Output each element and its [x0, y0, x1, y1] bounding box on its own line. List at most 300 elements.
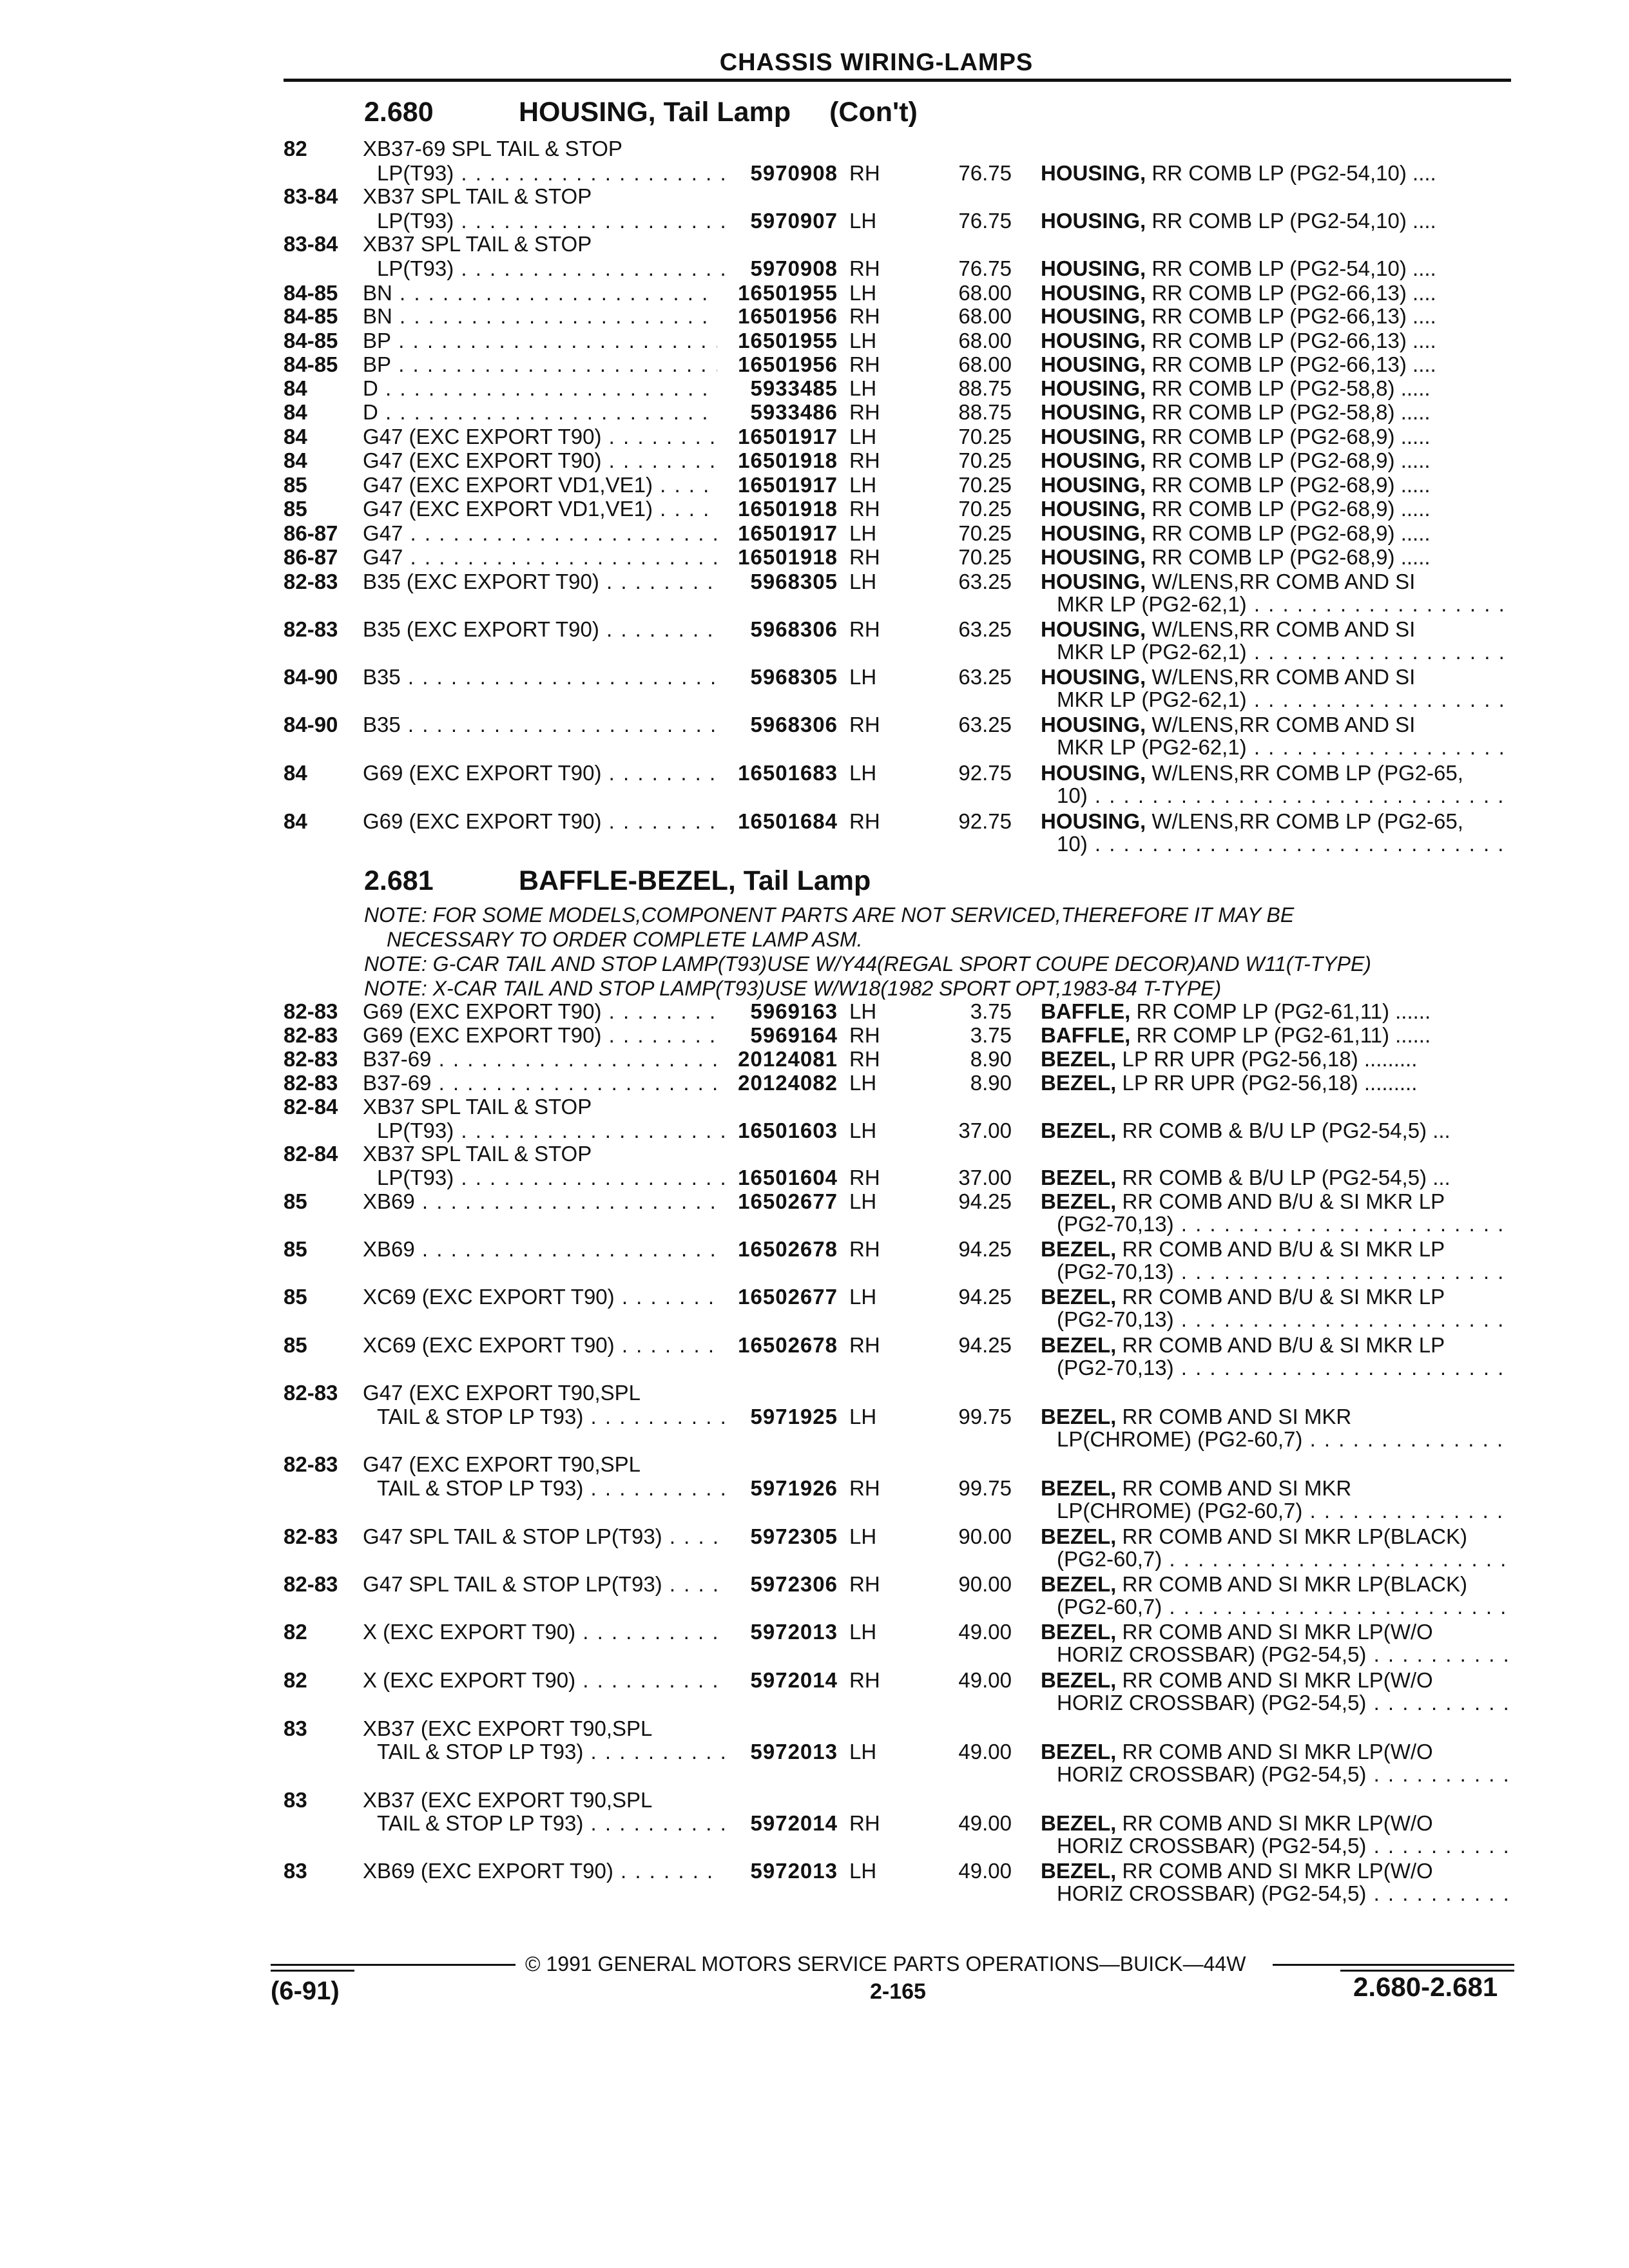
body-description: LP(T93) . . .: [377, 161, 731, 186]
model-year: 82-84: [284, 1095, 338, 1119]
side-indicator: LH: [849, 376, 877, 400]
model-year: 84-85: [284, 281, 338, 305]
side-indicator: LH: [849, 1740, 877, 1763]
body-description: D . . .: [363, 400, 717, 425]
part-description: [1041, 497, 1431, 521]
part-name: HOUSING,: [1041, 329, 1146, 352]
part-number: 16501956: [738, 304, 838, 328]
part-detail: RR COMB AND SI MKR LP(W/O: [1116, 1859, 1433, 1883]
footer-rule: [271, 1964, 516, 1966]
part-name: BEZEL,: [1041, 1405, 1117, 1428]
body-description: G47 (EXC EXPORT T90) . . .: [363, 425, 717, 449]
body-description: G47 (EXC EXPORT T90) . . .: [363, 448, 717, 473]
price: 49.00: [958, 1811, 1012, 1835]
model-year: 82-83: [284, 1572, 338, 1596]
body-description: G47 . . .: [363, 521, 717, 546]
body-description: TAIL & STOP LP T93) . . .: [377, 1405, 731, 1429]
body-description: X (EXC EXPORT T90) . . .: [363, 1668, 717, 1693]
part-number: 5971925: [750, 1405, 838, 1428]
model-year: 84: [284, 809, 307, 833]
part-name: HOUSING,: [1041, 448, 1146, 472]
part-number: 5972014: [750, 1811, 838, 1835]
part-name: HOUSING,: [1041, 761, 1146, 785]
part-name: BEZEL,: [1041, 1524, 1117, 1548]
part-name: HOUSING,: [1041, 521, 1146, 545]
model-year: 86-87: [284, 545, 338, 569]
price: 88.75: [958, 376, 1012, 400]
part-detail: RR COMB AND SI MKR LP(W/O: [1116, 1740, 1433, 1763]
model-year: 83: [284, 1859, 307, 1883]
part-detail: RR COMB LP (PG2-68,9) .....: [1146, 521, 1431, 545]
section-name: HOUSING, Tail Lamp: [519, 97, 791, 128]
part-name: BEZEL,: [1041, 1189, 1117, 1213]
body-description: B35 (EXC EXPORT T90) . . .: [363, 617, 717, 642]
footer-rule: [1273, 1964, 1514, 1966]
part-name: HOUSING,: [1041, 376, 1146, 400]
model-year: 82-83: [284, 999, 338, 1023]
side-indicator: RH: [849, 1811, 880, 1835]
part-description: [1041, 999, 1431, 1024]
body-description: XB37 SPL TAIL & STOP: [363, 1142, 592, 1166]
part-description: [1041, 209, 1436, 233]
body-description: XC69 (EXC EXPORT T90) . . .: [363, 1333, 717, 1358]
part-detail-continued: HORIZ CROSSBAR) (PG2-54,5) . . .: [1057, 1762, 1508, 1787]
part-detail-continued: 10) . . .: [1057, 832, 1508, 856]
part-number: 5968305: [750, 665, 838, 689]
page-header-title: CHASSIS WIRING-LAMPS: [719, 49, 1034, 76]
part-detail: W/LENS,RR COMB AND SI: [1146, 713, 1416, 736]
price: 70.25: [958, 473, 1012, 497]
part-description: [1041, 713, 1415, 737]
side-indicator: LH: [849, 1524, 877, 1548]
price: 99.75: [958, 1476, 1012, 1500]
part-description: [1041, 473, 1431, 497]
part-number: 16501917: [738, 521, 838, 545]
part-description: [1041, 1524, 1467, 1549]
part-detail: RR COMB AND SI MKR LP(BLACK): [1116, 1572, 1467, 1596]
part-name: HOUSING,: [1041, 281, 1146, 305]
part-detail: RR COMP LP (PG2-61,11) ......: [1130, 1023, 1431, 1047]
part-number: 5969164: [750, 1023, 838, 1047]
model-year: 82-83: [284, 570, 338, 593]
part-name: BEZEL,: [1041, 1166, 1117, 1189]
body-description: LP(T93) . . .: [377, 256, 731, 281]
price: 49.00: [958, 1620, 1012, 1644]
part-name: HOUSING,: [1041, 570, 1146, 593]
part-description: [1041, 1119, 1451, 1143]
model-year: 84: [284, 376, 307, 400]
body-description: XB37 (EXC EXPORT T90,SPL: [363, 1788, 653, 1812]
part-name: BEZEL,: [1041, 1859, 1117, 1883]
model-year: 85: [284, 473, 307, 497]
side-indicator: RH: [849, 617, 880, 641]
body-description: B35 . . .: [363, 713, 717, 737]
part-name: BEZEL,: [1041, 1668, 1117, 1692]
price: 68.00: [958, 329, 1012, 352]
part-description: [1041, 1189, 1445, 1214]
part-description: [1041, 304, 1436, 329]
footer-rule: [271, 1970, 354, 1972]
body-description: LP(T93) . . .: [377, 1166, 731, 1190]
part-number: 5933485: [750, 376, 838, 400]
part-detail-continued: LP(CHROME) (PG2-60,7) . . .: [1057, 1427, 1508, 1452]
part-name: HOUSING,: [1041, 809, 1146, 833]
body-description: XB69 (EXC EXPORT T90) . . .: [363, 1859, 717, 1883]
model-year: 82-83: [284, 1047, 338, 1071]
body-description: X (EXC EXPORT T90) . . .: [363, 1620, 717, 1644]
body-description: TAIL & STOP LP T93) . . .: [377, 1476, 731, 1501]
part-name: BEZEL,: [1041, 1071, 1117, 1095]
side-indicator: LH: [849, 1405, 877, 1428]
price: 76.75: [958, 256, 1012, 280]
part-description: [1041, 1740, 1433, 1764]
part-number: 5968306: [750, 713, 838, 736]
part-description: [1041, 1476, 1351, 1501]
model-year: 82-83: [284, 1071, 338, 1095]
price: 63.25: [958, 713, 1012, 736]
side-indicator: RH: [849, 352, 880, 376]
part-name: HOUSING,: [1041, 473, 1146, 497]
part-detail-continued: MKR LP (PG2-62,1) . . .: [1057, 735, 1508, 760]
body-description: G47 SPL TAIL & STOP LP(T93) . . .: [363, 1524, 717, 1549]
part-detail: RR COMB LP (PG2-68,9) .....: [1146, 473, 1431, 497]
price: 94.25: [958, 1285, 1012, 1309]
part-description: [1041, 281, 1436, 305]
part-detail-continued: (PG2-70,13) . . .: [1057, 1307, 1508, 1332]
part-detail: RR COMB AND B/U & SI MKR LP: [1116, 1189, 1445, 1213]
part-detail: RR COMB LP (PG2-58,8) .....: [1146, 376, 1431, 400]
model-year: 84: [284, 448, 307, 472]
part-detail: LP RR UPR (PG2-56,18) .........: [1116, 1047, 1418, 1071]
part-name: HOUSING,: [1041, 161, 1146, 185]
part-detail: RR COMB AND SI MKR LP(W/O: [1116, 1620, 1433, 1644]
part-detail: RR COMB LP (PG2-54,10) ....: [1146, 161, 1436, 185]
body-description: TAIL & STOP LP T93) . . .: [377, 1740, 731, 1764]
body-description: G47 (EXC EXPORT VD1,VE1) . . .: [363, 473, 717, 497]
part-description: [1041, 352, 1436, 377]
part-name: HOUSING,: [1041, 425, 1146, 448]
side-indicator: RH: [849, 1333, 880, 1357]
part-description: [1041, 1071, 1417, 1095]
part-detail-continued: (PG2-70,13) . . .: [1057, 1356, 1508, 1380]
part-name: BEZEL,: [1041, 1119, 1117, 1142]
model-year: 82-83: [284, 1023, 338, 1047]
price: 3.75: [970, 999, 1012, 1023]
part-name: BEZEL,: [1041, 1476, 1117, 1500]
body-description: XC69 (EXC EXPORT T90) . . .: [363, 1285, 717, 1309]
part-number: 5972013: [750, 1620, 838, 1644]
part-detail: RR COMB LP (PG2-66,13) ....: [1146, 281, 1436, 305]
part-description: [1041, 570, 1415, 594]
price: 99.75: [958, 1405, 1012, 1428]
side-indicator: LH: [849, 570, 877, 593]
body-description: B35 (EXC EXPORT T90) . . .: [363, 570, 717, 594]
side-indicator: RH: [849, 809, 880, 833]
model-year: 84: [284, 400, 307, 424]
model-year: 84-90: [284, 713, 338, 736]
section-title: [364, 97, 918, 128]
part-description: [1041, 256, 1436, 281]
body-description: G47 (EXC EXPORT VD1,VE1) . . .: [363, 497, 717, 521]
model-year: 84-85: [284, 352, 338, 376]
model-year: 82: [284, 1668, 307, 1692]
price: 76.75: [958, 209, 1012, 233]
part-detail-continued: (PG2-60,7) . . .: [1057, 1595, 1508, 1619]
price: 94.25: [958, 1237, 1012, 1261]
body-description: B37-69 . . .: [363, 1047, 717, 1072]
part-name: HOUSING,: [1041, 304, 1146, 328]
body-description: G47 SPL TAIL & STOP LP(T93) . . .: [363, 1572, 717, 1597]
part-description: [1041, 161, 1436, 186]
part-number: 5969163: [750, 999, 838, 1023]
price: 68.00: [958, 352, 1012, 376]
section-number: 2.681: [364, 865, 434, 896]
model-year: 84: [284, 761, 307, 785]
model-year: 82: [284, 137, 307, 160]
side-indicator: RH: [849, 497, 880, 521]
part-detail: RR COMB AND SI MKR LP(W/O: [1116, 1811, 1433, 1835]
price: 70.25: [958, 448, 1012, 472]
model-year: 84-85: [284, 329, 338, 352]
body-description: XB69 . . .: [363, 1189, 717, 1214]
body-description: BP . . .: [363, 329, 717, 353]
part-description: [1041, 1859, 1433, 1883]
price: 88.75: [958, 400, 1012, 424]
part-detail: RR COMB LP (PG2-54,10) ....: [1146, 256, 1436, 280]
body-description: BN . . .: [363, 281, 717, 305]
part-detail-continued: LP(CHROME) (PG2-60,7) . . .: [1057, 1499, 1508, 1523]
part-description: [1041, 1166, 1451, 1190]
model-year: 82-83: [284, 1524, 338, 1548]
side-indicator: LH: [849, 1071, 877, 1095]
side-indicator: LH: [849, 1859, 877, 1883]
part-number: 16502677: [738, 1285, 838, 1309]
body-description: G69 (EXC EXPORT T90) . . .: [363, 999, 717, 1024]
price: 37.00: [958, 1119, 1012, 1142]
part-number: 5971926: [750, 1476, 838, 1500]
model-year: 85: [284, 1189, 307, 1213]
part-number: 5968305: [750, 570, 838, 593]
part-detail-continued: 10) . . .: [1057, 783, 1508, 808]
body-description: XB37 (EXC EXPORT T90,SPL: [363, 1716, 653, 1740]
part-detail: RR COMB AND SI MKR LP(BLACK): [1116, 1524, 1467, 1548]
side-indicator: RH: [849, 1023, 880, 1047]
section-title: [364, 865, 871, 897]
price: 37.00: [958, 1166, 1012, 1189]
part-number: 20124082: [738, 1071, 838, 1095]
part-detail-continued: (PG2-70,13) . . .: [1057, 1260, 1508, 1284]
part-detail-continued: MKR LP (PG2-62,1) . . .: [1057, 592, 1508, 617]
part-description: [1041, 665, 1415, 689]
price: 92.75: [958, 809, 1012, 833]
part-detail: RR COMB LP (PG2-68,9) .....: [1146, 425, 1431, 448]
side-indicator: LH: [849, 665, 877, 689]
side-indicator: LH: [849, 1189, 877, 1213]
price: 63.25: [958, 665, 1012, 689]
side-indicator: RH: [849, 1668, 880, 1692]
part-name: BEZEL,: [1041, 1620, 1117, 1644]
part-description: [1041, 521, 1431, 546]
part-detail: RR COMB LP (PG2-58,8) .....: [1146, 400, 1431, 424]
part-detail: RR COMB LP (PG2-68,9) .....: [1146, 448, 1431, 472]
part-detail-continued: HORIZ CROSSBAR) (PG2-54,5) . . .: [1057, 1642, 1508, 1667]
part-name: HOUSING,: [1041, 497, 1146, 521]
part-name: HOUSING,: [1041, 665, 1146, 689]
part-detail: RR COMB AND SI MKR LP(W/O: [1116, 1668, 1433, 1692]
body-description: B35 . . .: [363, 665, 717, 689]
part-detail: RR COMB LP (PG2-68,9) .....: [1146, 545, 1431, 569]
part-detail: RR COMB AND SI MKR: [1116, 1405, 1352, 1428]
body-description: G69 (EXC EXPORT T90) . . .: [363, 809, 717, 834]
body-description: BN . . .: [363, 304, 717, 329]
body-description: G69 (EXC EXPORT T90) . . .: [363, 1023, 717, 1048]
footer-copyright: © 1991 GENERAL MOTORS SERVICE PARTS OPERATIONS—BUICK—44W: [525, 1952, 1246, 1975]
part-number: 5933486: [750, 400, 838, 424]
part-number: 20124081: [738, 1047, 838, 1071]
part-description: [1041, 1620, 1433, 1644]
part-detail: RR COMB LP (PG2-68,9) .....: [1146, 497, 1431, 521]
part-description: [1041, 1811, 1433, 1836]
part-number: 16501918: [738, 497, 838, 521]
price: 92.75: [958, 761, 1012, 785]
part-detail: RR COMB LP (PG2-66,13) ....: [1146, 352, 1436, 376]
note-line: NOTE: G-CAR TAIL AND STOP LAMP(T93)USE W/Y44(REGAL SPORT COUPE DECOR)AND W11(T-TYPE): [364, 952, 1371, 975]
side-indicator: LH: [849, 761, 877, 785]
side-indicator: RH: [849, 1237, 880, 1261]
part-name: BEZEL,: [1041, 1572, 1117, 1596]
model-year: 85: [284, 497, 307, 521]
part-name: BEZEL,: [1041, 1237, 1117, 1261]
part-number: 16501603: [738, 1119, 838, 1142]
note-line: NOTE: FOR SOME MODELS,COMPONENT PARTS ARE NOT SERVICED,THEREFORE IT MAY BE: [364, 903, 1295, 927]
section-number: 2.680: [364, 97, 434, 128]
part-detail-continued: MKR LP (PG2-62,1) . . .: [1057, 640, 1508, 664]
part-number: 16502678: [738, 1333, 838, 1357]
model-year: 84-90: [284, 665, 338, 689]
part-description: [1041, 1405, 1351, 1429]
price: 8.90: [970, 1071, 1012, 1095]
model-year: 82-83: [284, 1452, 338, 1476]
model-year: 82-84: [284, 1142, 338, 1166]
price: 49.00: [958, 1668, 1012, 1692]
part-number: 16501955: [738, 329, 838, 352]
part-name: HOUSING,: [1041, 617, 1146, 641]
section-name: BAFFLE-BEZEL, Tail Lamp: [519, 865, 871, 896]
side-indicator: RH: [849, 713, 880, 736]
part-name: BEZEL,: [1041, 1285, 1117, 1309]
body-description: G47 (EXC EXPORT T90,SPL: [363, 1381, 641, 1405]
part-number: 16501683: [738, 761, 838, 785]
part-detail: RR COMB AND B/U & SI MKR LP: [1116, 1333, 1445, 1357]
header-rule: [284, 79, 1511, 82]
part-number: 5968306: [750, 617, 838, 641]
side-indicator: LH: [849, 1119, 877, 1142]
part-detail: RR COMB LP (PG2-66,13) ....: [1146, 304, 1436, 328]
price: 70.25: [958, 425, 1012, 448]
part-description: [1041, 1023, 1431, 1048]
part-description: [1041, 1333, 1445, 1358]
side-indicator: LH: [849, 1620, 877, 1644]
part-number: 5970908: [750, 256, 838, 280]
part-description: [1041, 617, 1415, 642]
part-description: [1041, 448, 1431, 473]
part-detail: RR COMB LP (PG2-66,13) ....: [1146, 329, 1436, 352]
model-year: 83-84: [284, 184, 338, 208]
footer-date: (6-91): [271, 1977, 340, 2005]
part-detail-continued: HORIZ CROSSBAR) (PG2-54,5) . . .: [1057, 1834, 1508, 1858]
body-description: D . . .: [363, 376, 717, 401]
price: 63.25: [958, 570, 1012, 593]
part-number: 5972013: [750, 1740, 838, 1763]
side-indicator: RH: [849, 304, 880, 328]
part-description: [1041, 545, 1431, 570]
side-indicator: RH: [849, 400, 880, 424]
part-number: 5970907: [750, 209, 838, 233]
side-indicator: RH: [849, 545, 880, 569]
side-indicator: LH: [849, 999, 877, 1023]
note-line: NECESSARY TO ORDER COMPLETE LAMP ASM.: [387, 928, 863, 951]
price: 3.75: [970, 1023, 1012, 1047]
body-description: LP(T93) . . .: [377, 1119, 731, 1143]
side-indicator: RH: [849, 1047, 880, 1071]
body-description: G47 (EXC EXPORT T90,SPL: [363, 1452, 641, 1476]
part-number: 16501956: [738, 352, 838, 376]
part-name: HOUSING,: [1041, 713, 1146, 736]
body-description: XB37-69 SPL TAIL & STOP: [363, 137, 622, 160]
note-line: NOTE: X-CAR TAIL AND STOP LAMP(T93)USE W/W18(1982 SPORT OPT,1983-84 T-TYPE): [364, 977, 1222, 1000]
side-indicator: LH: [849, 1285, 877, 1309]
part-description: [1041, 400, 1431, 425]
model-year: 83: [284, 1788, 307, 1812]
side-indicator: RH: [849, 1572, 880, 1596]
part-detail-continued: HORIZ CROSSBAR) (PG2-54,5) . . .: [1057, 1881, 1508, 1906]
part-detail: RR COMB & B/U LP (PG2-54,5) ...: [1116, 1119, 1451, 1142]
body-description: XB69 . . .: [363, 1237, 717, 1262]
price: 63.25: [958, 617, 1012, 641]
side-indicator: RH: [849, 448, 880, 472]
part-detail: RR COMP LP (PG2-61,11) ......: [1130, 999, 1431, 1023]
part-detail: W/LENS,RR COMB AND SI: [1146, 665, 1416, 689]
price: 94.25: [958, 1189, 1012, 1213]
part-name: BEZEL,: [1041, 1740, 1117, 1763]
side-indicator: RH: [849, 1166, 880, 1189]
part-name: HOUSING,: [1041, 256, 1146, 280]
part-number: 16501917: [738, 473, 838, 497]
part-name: BEZEL,: [1041, 1047, 1117, 1071]
part-name: BEZEL,: [1041, 1333, 1117, 1357]
part-description: [1041, 1237, 1445, 1262]
side-indicator: RH: [849, 161, 880, 185]
part-detail: W/LENS,RR COMB AND SI: [1146, 570, 1416, 593]
model-year: 83: [284, 1716, 307, 1740]
part-detail: RR COMB & B/U LP (PG2-54,5) ...: [1116, 1166, 1451, 1189]
model-year: 85: [284, 1333, 307, 1357]
part-detail: RR COMB AND SI MKR: [1116, 1476, 1352, 1500]
part-number: 16501917: [738, 425, 838, 448]
part-detail: LP RR UPR (PG2-56,18) .........: [1116, 1071, 1418, 1095]
price: 76.75: [958, 161, 1012, 185]
part-detail-continued: (PG2-60,7) . . .: [1057, 1547, 1508, 1571]
price: 94.25: [958, 1333, 1012, 1357]
body-description: XB37 SPL TAIL & STOP: [363, 232, 592, 256]
part-name: HOUSING,: [1041, 545, 1146, 569]
part-number: 5972306: [750, 1572, 838, 1596]
model-year: 83-84: [284, 232, 338, 256]
body-description: LP(T93) . . .: [377, 209, 731, 233]
footer-section-range: 2.680-2.681: [1353, 1972, 1498, 2002]
model-year: 86-87: [284, 521, 338, 545]
price: 68.00: [958, 281, 1012, 305]
